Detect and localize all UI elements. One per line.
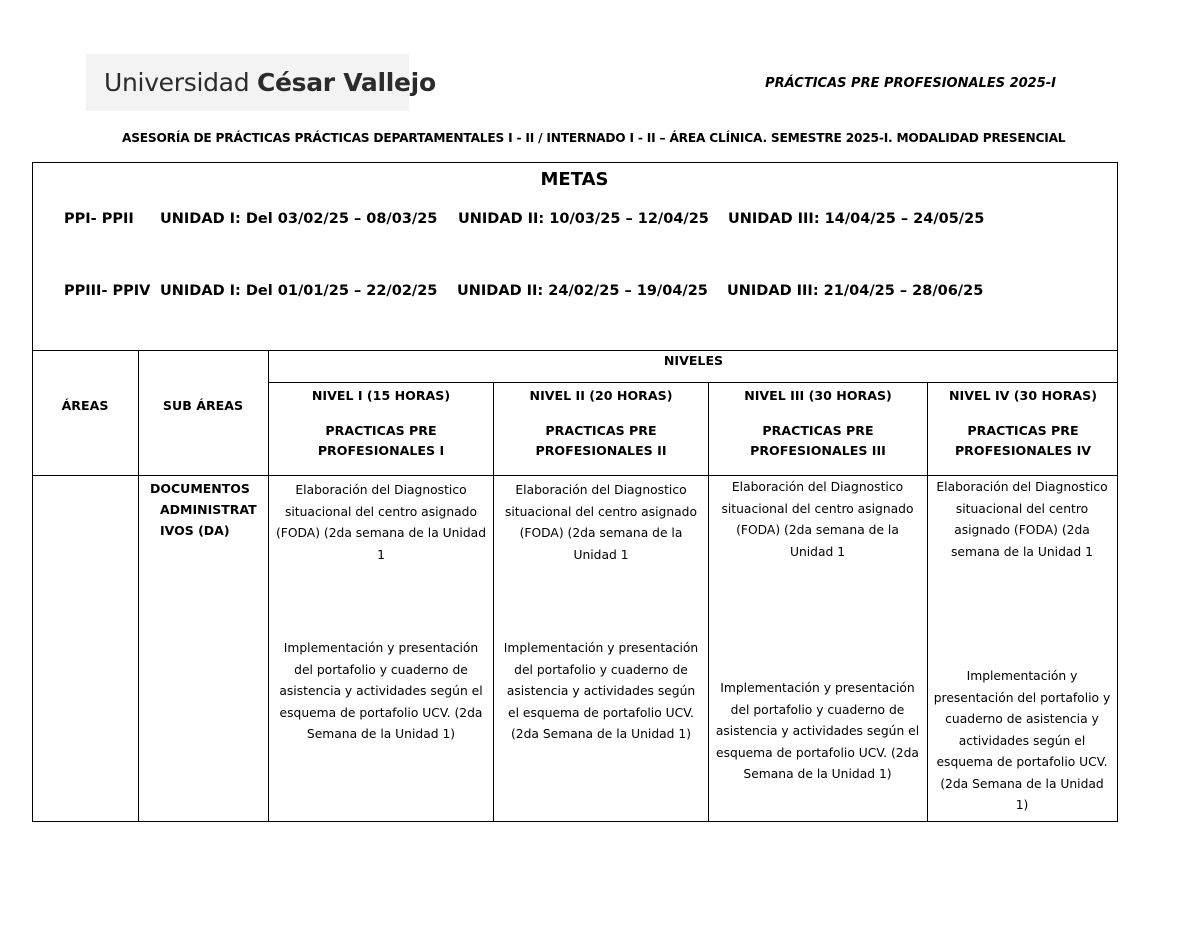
activity-portfolio: Implementación y presentación del portafolio y cuaderno de asistencia y actividades según el esquema de portafolio UCV. (2da Semana de la Unidad 1): [279, 641, 483, 741]
activity-portfolio: Implementación y presentación del portafolio y cuaderno de asistencia y actividades según el esquema de portafolio UCV. (2da Semana de la Unidad 1): [715, 681, 920, 781]
subareas-header: SUB ÁREAS: [162, 398, 244, 413]
unit-3-dates: UNIDAD III: 21/04/25 – 28/06/25: [727, 283, 984, 299]
activity-diagnostic: Elaboración del Diagnostico situacional del centro asignado (FODA) (2da semana de la Unidad 1: [936, 480, 1108, 559]
niveles-header: NIVELES: [663, 353, 724, 368]
unit-2-dates: UNIDAD II: 24/02/25 – 19/04/25: [457, 283, 708, 299]
program-label: PPIII- PPIV: [64, 283, 151, 299]
activity-portfolio: Implementación y presentación del portafolio y cuaderno de asistencia y actividades según el esquema de portafolio UCV. (2da Semana de la Unidad 1): [933, 669, 1111, 812]
subarea-cell: DOCUMENTOS ADMINISTRAT IVOS (DA): [150, 481, 257, 538]
logo-text: Universidad César Vallejo: [104, 68, 436, 97]
unit-1-dates: UNIDAD I: Del 03/02/25 – 08/03/25: [160, 211, 438, 227]
levels-divider: [269, 382, 1118, 383]
unit-3-dates: UNIDAD III: 14/04/25 – 24/05/25: [728, 211, 985, 227]
col-divider-1: [138, 350, 139, 822]
header-divider: [32, 475, 1118, 476]
level-3-hours: NIVEL III (30 HORAS): [744, 388, 892, 403]
activity-diagnostic: Elaboración del Diagnostico situacional del centro asignado (FODA) (2da semana de la Unidad 1: [275, 483, 486, 562]
activity-portfolio: Implementación y presentación del portafolio y cuaderno de asistencia y actividades según el esquema de portafolio UCV. (2da Semana de la Unidad 1): [503, 641, 699, 741]
level-4-name: PRACTICAS PRE PROFESIONALES IV: [954, 423, 1092, 458]
unit-1-dates: UNIDAD I: Del 01/01/25 – 22/02/25: [160, 283, 438, 299]
col-divider-3: [493, 382, 494, 822]
activity-diagnostic: Elaboración del Diagnostico situacional del centro asignado (FODA) (2da semana de la Unidad 1: [504, 483, 697, 562]
unit-2-dates: UNIDAD II: 10/03/25 – 12/04/25: [458, 211, 709, 227]
level-4-hours: NIVEL IV (30 HORAS): [949, 388, 1097, 403]
col-divider-2: [268, 350, 269, 822]
university-logo: [86, 54, 436, 111]
areas-header: ÁREAS: [61, 398, 109, 413]
col-divider-4: [708, 382, 709, 822]
level-3-name: PRACTICAS PRE PROFESIONALES III: [750, 423, 886, 458]
level-2-name: PRACTICAS PRE PROFESIONALES II: [535, 423, 667, 458]
level-1-hours: NIVEL I (15 HORAS): [311, 388, 451, 403]
document-subtitle: ASESORÍA DE PRÁCTICAS PRÁCTICAS DEPARTAMENTALES I - II / INTERNADO I - II – ÁREA CLÍNICA. SEMESTRE 2025-I. MODALIDAD PRESENCIAL: [122, 131, 1066, 145]
metas-title: METAS: [540, 169, 609, 190]
program-label: PPI- PPII: [64, 211, 134, 227]
level-2-hours: NIVEL II (20 HORAS): [529, 388, 673, 403]
document-header-title: PRÁCTICAS PRE PROFESIONALES 2025-I: [765, 76, 1056, 91]
level-1-name: PRACTICAS PRE PROFESIONALES I: [317, 423, 445, 458]
activity-diagnostic: Elaboración del Diagnostico situacional del centro asignado (FODA) (2da semana de la Unidad 1: [721, 480, 914, 559]
col-divider-5: [927, 382, 928, 822]
